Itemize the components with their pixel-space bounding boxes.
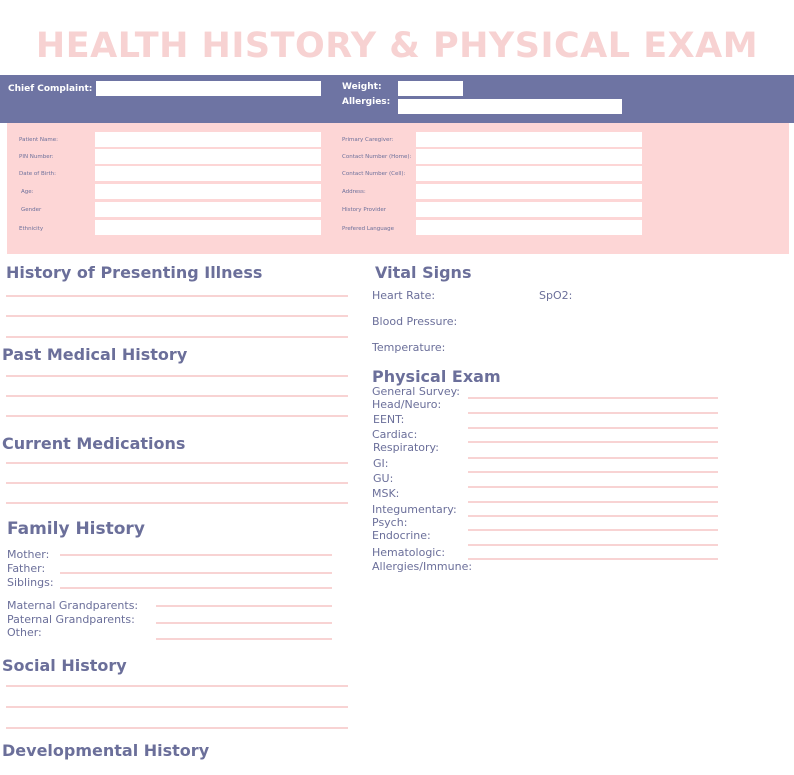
dob-label: Date of Birth: [19,171,57,177]
exam-integumentary-label: Integumentary: [372,503,457,516]
exam-heading: Physical Exam [372,367,501,386]
chief-complaint-label: Chief Complaint: [8,84,93,94]
pmh-heading: Past Medical History [2,345,188,364]
history-provider-field[interactable] [416,202,642,217]
temperature-label: Temperature: [372,341,446,354]
other-label: Other: [7,626,42,639]
exam-respiratory-label: Respiratory: [373,441,439,454]
hpi-heading: History of Presenting Illness [6,263,263,282]
mother-label: Mother: [7,548,50,561]
siblings-line[interactable] [60,587,332,589]
pin-number-label: PIN Number: [19,154,54,160]
gender-field[interactable] [95,202,321,217]
allergies-label: Allergies: [342,97,391,107]
developmental-heading: Developmental History [2,741,210,760]
gender-label: Gender [21,207,42,213]
mother-line[interactable] [60,554,332,556]
exam-allergies-immune-label: Allergies/Immune: [372,560,473,573]
hpi-line[interactable] [6,315,348,317]
weight-label: Weight: [342,82,382,92]
ethnicity-field[interactable] [95,220,321,235]
exam-hematologic-label: Hematologic: [372,546,446,559]
address-field[interactable] [416,184,642,199]
social-line[interactable] [6,685,348,687]
social-line[interactable] [6,706,348,708]
patient-name-field[interactable] [95,132,321,147]
exam-general-survey-label: General Survey: [372,385,461,398]
dob-field[interactable] [95,166,321,181]
meds-heading: Current Medications [2,434,186,453]
maternal-grandparents-label: Maternal Grandparents: [7,599,139,612]
contact-cell-label: Contact Number (Cell): [342,171,406,177]
page-title: HEALTH HISTORY & PHYSICAL EXAM [35,26,759,66]
meds-line[interactable] [6,482,348,484]
pmh-line[interactable] [6,395,348,397]
family-heading: Family History [7,519,145,539]
exam-gi-label: GI: [373,457,389,470]
father-line[interactable] [60,572,332,574]
maternal-grandparents-line[interactable] [156,605,332,607]
primary-caregiver-label: Primary Caregiver: [342,137,394,143]
social-line[interactable] [6,727,348,729]
exam-line[interactable] [468,501,718,503]
exam-line[interactable] [468,544,718,546]
spo2-label: SpO2: [539,289,573,302]
contact-home-label: Contact Number (Home): [342,154,412,160]
blood-pressure-label: Blood Pressure: [372,315,458,328]
exam-gu-label: GU: [373,472,394,485]
paternal-grandparents-label: Paternal Grandparents: [7,613,135,626]
exam-line[interactable] [468,558,718,560]
exam-eent-label: EENT: [373,413,405,426]
address-label: Address: [342,189,366,195]
other-line[interactable] [156,638,332,640]
exam-head-neuro-label: Head/Neuro: [372,398,442,411]
paternal-grandparents-line[interactable] [156,622,332,624]
exam-psych-label: Psych: [372,516,408,529]
exam-line[interactable] [468,427,718,429]
preferred-language-field[interactable] [416,220,642,235]
siblings-label: Siblings: [7,576,54,589]
history-provider-label: History Provider [342,207,386,213]
meds-line[interactable] [6,462,348,464]
exam-line[interactable] [468,397,718,399]
preferred-language-label: Prefered Language [342,226,394,232]
exam-cardiac-label: Cardiac: [372,428,418,441]
exam-line[interactable] [468,471,718,473]
heart-rate-label: Heart Rate: [372,289,436,302]
chief-complaint-field[interactable] [96,81,321,96]
hpi-line[interactable] [6,295,348,297]
ethnicity-label: Ethnicity [19,226,44,232]
exam-msk-label: MSK: [372,487,400,500]
allergies-field[interactable] [398,99,622,114]
contact-cell-field[interactable] [416,166,642,181]
weight-field[interactable] [398,81,463,96]
exam-line[interactable] [468,412,718,414]
age-label: Age: [21,189,34,195]
exam-line[interactable] [468,441,718,443]
exam-line[interactable] [468,515,718,517]
pmh-line[interactable] [6,415,348,417]
patient-name-label: Patient Name: [19,137,58,143]
exam-line[interactable] [468,457,718,459]
contact-home-field[interactable] [416,149,642,164]
hpi-line[interactable] [6,336,348,338]
age-field[interactable] [95,184,321,199]
exam-line[interactable] [468,529,718,531]
pmh-line[interactable] [6,375,348,377]
exam-endocrine-label: Endocrine: [372,529,431,542]
meds-line[interactable] [6,502,348,504]
vitals-heading: Vital Signs [375,263,472,282]
exam-line[interactable] [468,486,718,488]
pin-number-field[interactable] [95,149,321,164]
father-label: Father: [7,562,46,575]
primary-caregiver-field[interactable] [416,132,642,147]
social-heading: Social History [2,656,127,675]
